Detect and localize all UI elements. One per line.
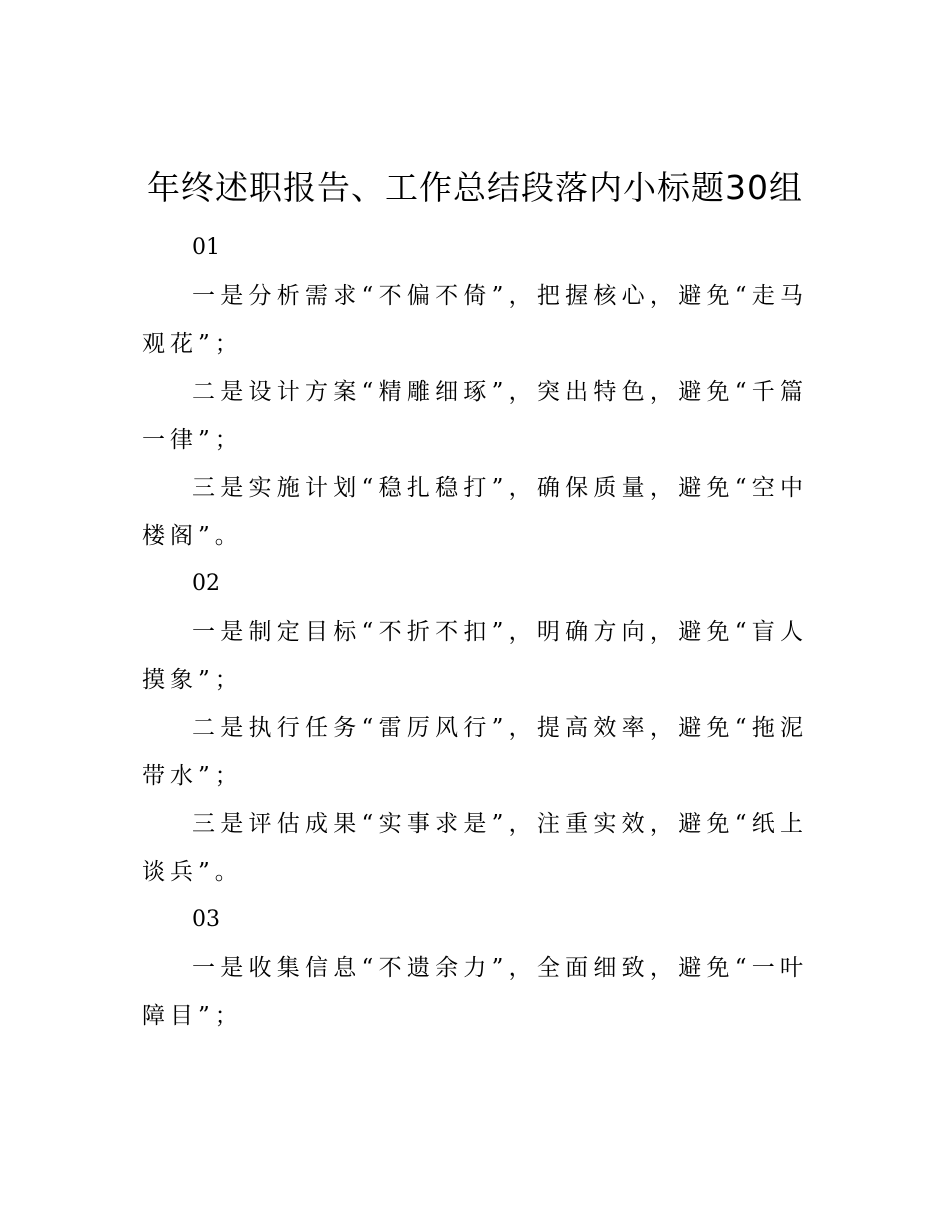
list-item: 二是设计方案“精雕细琢”，突出特色，避免“千篇一律”； — [142, 379, 808, 453]
document-title: 年终述职报告、工作总结段落内小标题30组 — [147, 168, 803, 207]
list-item: 三是实施计划“稳扎稳打”，确保质量，避免“空中楼阁”。 — [142, 475, 808, 549]
list-item: 一是分析需求“不偏不倚”，把握核心，避免“走马观花”； — [142, 283, 808, 357]
section-number: 03 — [192, 907, 220, 932]
document-body — [142, 224, 808, 1040]
list-item: 二是执行任务“雷厉风行”，提高效率，避免“拖泥带水”； — [142, 715, 808, 789]
list-item: 三是评估成果“实事求是”，注重实效，避免“纸上谈兵”。 — [142, 811, 808, 885]
list-item: 一是收集信息“不遗余力”，全面细致，避免“一叶障目”； — [142, 955, 808, 1029]
section-number: 01 — [192, 235, 220, 260]
list-item: 一是制定目标“不折不扣”，明确方向，避免“盲人摸象”； — [142, 619, 808, 693]
section-number: 02 — [192, 571, 220, 596]
